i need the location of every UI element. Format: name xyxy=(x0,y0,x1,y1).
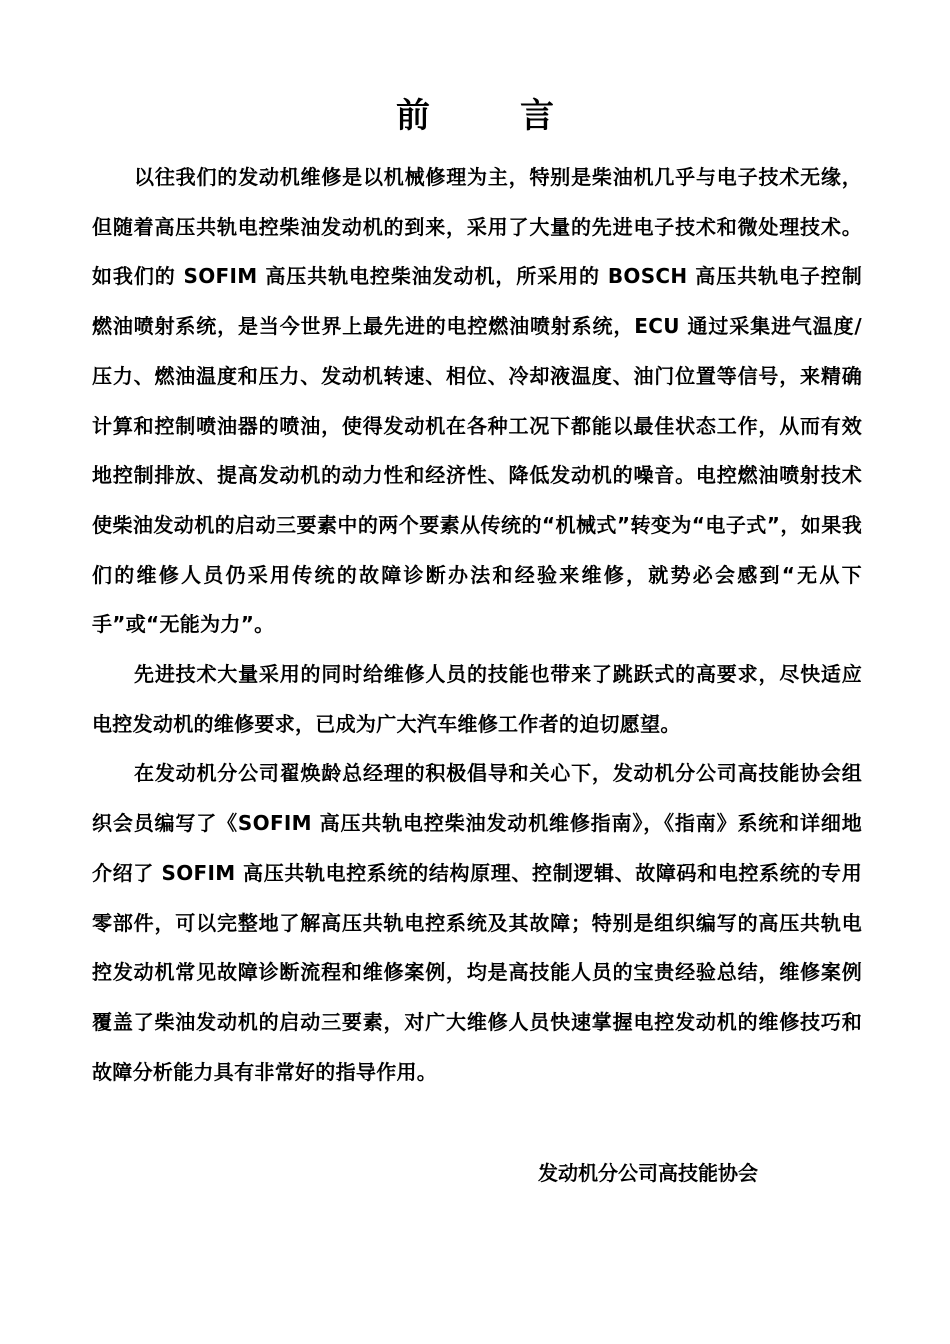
paragraph-1: 以往我们的发动机维修是以机械修理为主，特别是柴油机几乎与电子技术无缘，但随着高压共轨电控柴油发动机的到来，采用了大量的先进电子技术和微处理技术。如我们的 SOFIM 高压共轨电控柴油发动机，所采用的 BOSCH 高压共轨电子控制燃油喷射系统，是当今世界上最先进的电控燃油喷射系统，ECU 通过采集进气温度/压力、燃油温度和压力、发动机转速、相位、冷却液温度、油门位置等信号，来精确计算和控制喷油器的喷油，使得发动机在各种工况下都能以最佳状态工作，从而有效地控制排放、提高发动机的动力性和经济性、降低发动机的噪音。电控燃油喷射技术使柴油发动机的启动三要素中的两个要素从传统的“机械式”转变为“电子式”，如果我们的维修人员仍采用传统的故障诊断办法和经验来维修，就势必会感到“无从下手”或“无能为力”。 xyxy=(92,165,862,637)
page-title: 前言 xyxy=(396,96,644,136)
paragraph-3: 在发动机分公司翟焕龄总经理的积极倡导和关心下，发动机分公司高技能协会组织会员编写了《SOFIM 高压共轨电控柴油发动机维修指南》，《指南》系统和详细地介绍了 SOFIM 高压共轨电控系统的结构原理、控制逻辑、故障码和电控系统的专用零部件，可以完整地了解高压共轨电控系统及其故障；特别是组织编写的高压共轨电控发动机常见故障诊断流程和维修案例，均是高技能人员的宝贵经验总结，维修案例覆盖了柴油发动机的启动三要素，对广大维修人员快速掌握电控发动机的维修技巧和故障分析能力具有非常好的指导作用。 xyxy=(92,761,862,1084)
body-text xyxy=(92,153,862,1097)
signature: 发动机分公司高技能协会 xyxy=(538,1161,758,1185)
paragraph-2: 先进技术大量采用的同时给维修人员的技能也带来了跳跃式的高要求，尽快适应电控发动机的维修要求，已成为广大汽车维修工作者的迫切愿望。 xyxy=(92,662,862,736)
